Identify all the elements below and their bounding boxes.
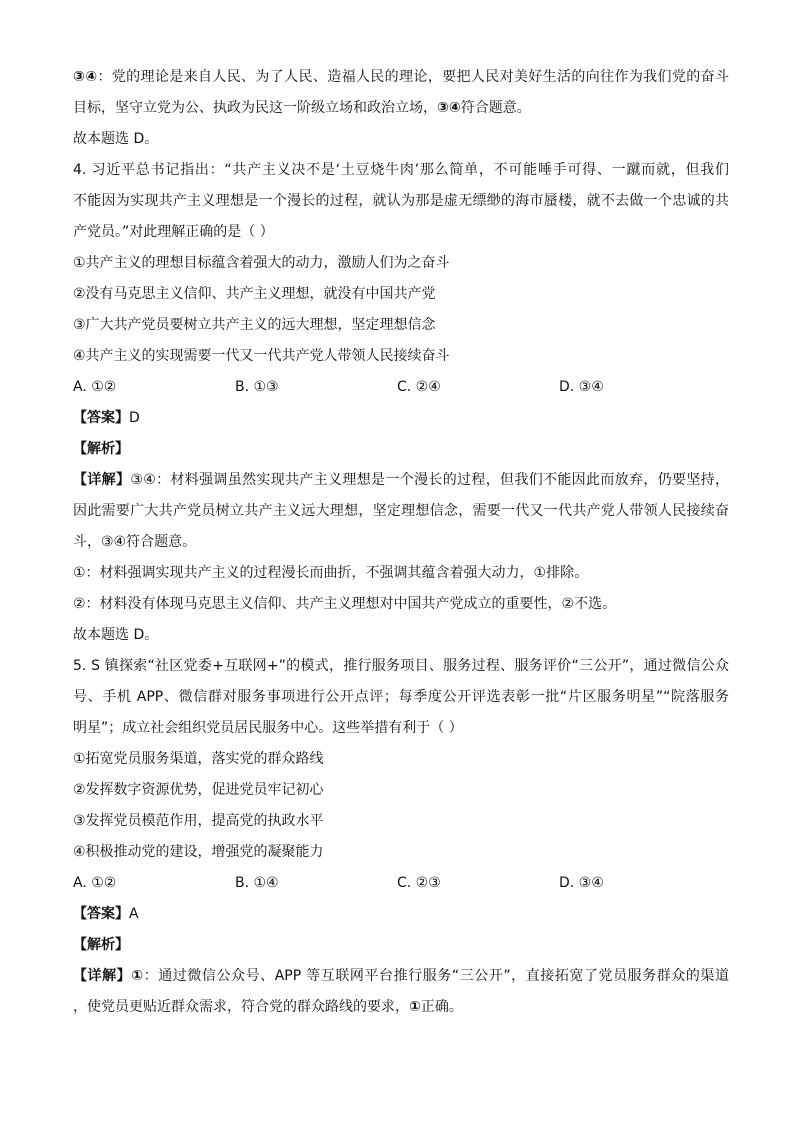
q4-conclusion: 故本题选 D。 [73, 627, 159, 643]
q5-option-c: C. ②③ [397, 875, 441, 891]
q5-item-4: ④积极推动党的建设，增强党的凝聚能力 [73, 844, 324, 860]
q5-answer-value: A [129, 906, 139, 922]
q5-detail-line-2: ，使党员更贴近群众需求，符合党的群众路线的要求，①正确。 [73, 999, 463, 1015]
q4-answer-tag: 【答案】 [73, 410, 129, 426]
q5-analysis [73, 930, 729, 961]
q4-item-3: ③广大共产党员要树立共产主义的远大理想，坚定理想信念 [73, 317, 436, 333]
q4-analysis [73, 434, 729, 465]
prev-explanation-line-2: 目标，坚守立党为公、执政为民这一阶级立场和政治立场，③④符合题意。 [73, 100, 531, 116]
q5-answer [73, 899, 729, 930]
q4-option-d: D. ③④ [559, 379, 604, 395]
q5-option-d: D. ③④ [559, 875, 604, 891]
q4-options [73, 372, 729, 403]
q4-answer [73, 403, 729, 434]
prev-option-tag-2: ③④ [437, 100, 461, 116]
q5-stem-line-3: 明星”；成立社会组织党员居民服务中心。这些举措有利于（ ） [73, 720, 463, 736]
q4-option-c: C. ②④ [397, 379, 441, 395]
q5-item-3: ③发挥党员模范作用，提高党的执政水平 [73, 813, 324, 829]
q4-stem-line-1: 4. 习近平总书记指出：“共产主义决不是‘土豆烧牛肉’那么简单，不可能唾手可得、一蹴而就，但我们 [73, 162, 729, 178]
q4-answer-value: D [129, 410, 140, 426]
q5-answer-tag: 【答案】 [73, 906, 129, 922]
q4-explain-2: ②：材料没有体现马克思主义信仰、共产主义理想对中国共产党成立的重要性，②不选。 [73, 596, 617, 612]
q4-option-b: B. ①③ [235, 379, 279, 395]
q4-analysis-tag: 【解析】 [73, 441, 129, 457]
q5-detail-line-1: 【详解】①：通过微信公众号、APP 等互联网平台推行服务“三公开”，直接拓宽了党员服务群众的渠道 [73, 968, 729, 984]
q5-item-2: ②发挥数字资源优势，促进党员牢记初心 [73, 782, 324, 798]
q4-stem-line-3: 产党员。”对此理解正确的是（ ） [73, 224, 274, 240]
prev-option-tag: ③④ [73, 69, 98, 85]
document-page [73, 62, 729, 1023]
prev-conclusion: 故本题选 D。 [73, 131, 159, 147]
q4-item-2: ②没有马克思主义信仰、共产主义理想，就没有中国共产党 [73, 286, 436, 302]
q4-explain-1: ①：材料强调实现共产主义的过程漫长而曲折，不强调其蕴含着强大动力，①排除。 [73, 565, 589, 581]
prev-explanation-line-1: ③④：党的理论是来自人民、为了人民、造福人民的理论，要把人民对美好生活的向往作为我们党的奋斗 [73, 69, 729, 85]
q4-detail-tag: 【详解】 [73, 472, 131, 488]
q5-options [73, 868, 729, 899]
q4-detail-line-1: 【详解】③④：材料强调虽然实现共产主义理想是一个漫长的过程，但我们不能因此而放弃，仍要坚持， [73, 472, 729, 488]
q4-option-a: A. ①② [73, 379, 117, 395]
q5-option-b: B. ①④ [235, 875, 279, 891]
q4-detail-line-3: 斗，③④符合题意。 [73, 534, 197, 550]
q4-detail-line-2: 因此需要广大共产党员树立共产主义远大理想，坚定理想信念，需要一代又一代共产党人带领人民接续奋 [73, 503, 729, 519]
q5-stem-line-1: 5. S 镇探索“社区党委+互联网+”的模式，推行服务项目、服务过程、服务评价“三公开”，通过微信公众 [73, 658, 729, 674]
q4-item-4: ④共产主义的实现需要一代又一代共产党人带领人民接续奋斗 [73, 348, 450, 364]
q5-stem-line-2: 号、手机 APP、微信群对服务事项进行公开点评；每季度公开评选表彰一批“片区服务明星”“院落服务 [73, 689, 729, 705]
q5-item-1: ①拓宽党员服务渠道，落实党的群众路线 [73, 751, 324, 767]
q5-detail-option-tag-2: ① [409, 999, 421, 1015]
q4-stem-line-2: 不能因为实现共产主义理想是一个漫长的过程，就认为那是虚无缥缈的海市蜃楼，就不去做一个忠诚的共 [73, 193, 729, 209]
q5-analysis-tag: 【解析】 [73, 937, 129, 953]
q5-detail-option-tag: ① [131, 968, 144, 984]
q5-detail-tag: 【详解】 [73, 968, 132, 984]
q4-item-1: ①共产主义的理想目标蕴含着强大的动力，激励人们为之奋斗 [73, 255, 450, 271]
q5-option-a: A. ①② [73, 875, 117, 891]
